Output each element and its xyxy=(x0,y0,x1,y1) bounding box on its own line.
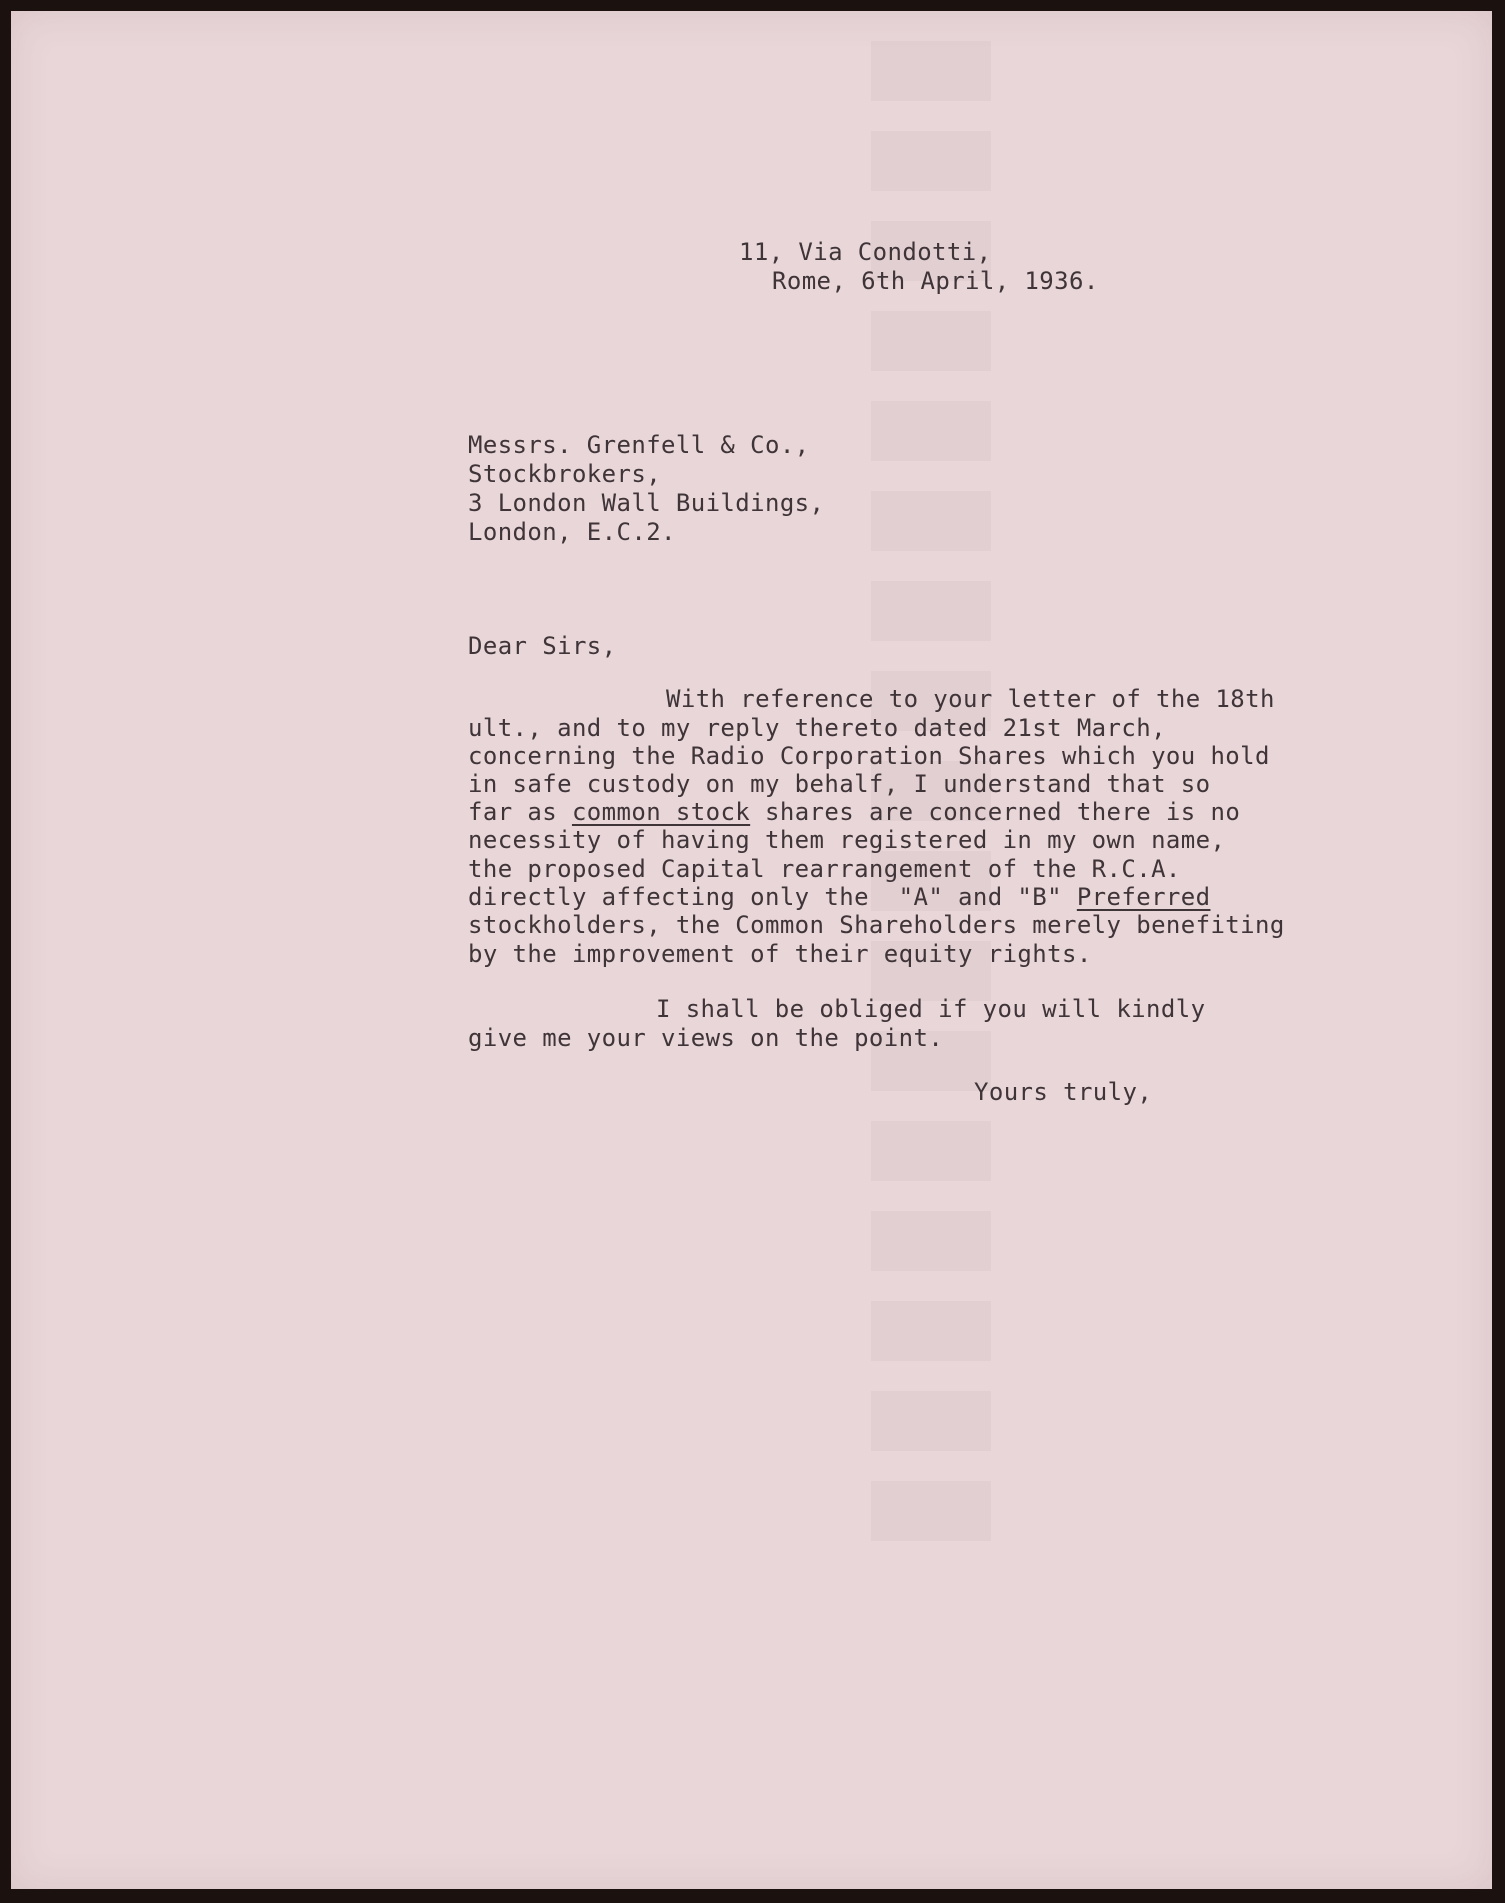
recipient-line-4: London, E.C.2. xyxy=(468,518,676,546)
body-p1-line-3: concerning the Radio Corporation Shares which you hold xyxy=(468,742,1270,770)
sender-address-line-1: 11, Via Condotti, xyxy=(739,238,992,266)
body-p1-line-10: by the improvement of their equity rights. xyxy=(468,940,1092,968)
body-p1-line-8 xyxy=(468,883,1210,912)
body-p1-line-6: necessity of having them registered in my own name, xyxy=(468,826,1226,854)
body-p1-line-5-end: shares are concerned there is no xyxy=(750,798,1241,826)
salutation: Dear Sirs, xyxy=(468,632,617,660)
sender-address-date: Rome, 6th April, 1936. xyxy=(772,267,1099,295)
body-p2-line-2: give me your views on the point. xyxy=(468,1024,944,1052)
recipient-line-3: 3 London Wall Buildings, xyxy=(468,489,825,517)
body-p1-line-5 xyxy=(468,798,1240,827)
body-p2-line-1: I shall be obliged if you will kindly xyxy=(656,995,1206,1023)
underlined-common-stock: common stock xyxy=(571,798,751,826)
letter-page xyxy=(11,11,1492,1889)
recipient-line-2: Stockbrokers, xyxy=(468,460,662,488)
body-p1-line-4: in safe custody on my behalf, I understand that so xyxy=(468,770,1211,798)
recipient-line-1: Messrs. Grenfell & Co., xyxy=(468,431,810,459)
body-p1-line-8-start: directly affecting only the "A" and "B" xyxy=(468,883,1077,911)
body-p1-line-5-start: far as xyxy=(468,798,572,826)
body-p1-line-2: ult., and to my reply thereto dated 21st March, xyxy=(468,714,1166,742)
underlined-preferred: Preferred xyxy=(1076,883,1211,911)
body-p1-line-1: With reference to your letter of the 18th xyxy=(666,685,1275,713)
body-p1-line-9: stockholders, the Common Shareholders merely benefiting xyxy=(468,911,1285,939)
closing: Yours truly, xyxy=(974,1078,1153,1106)
body-p1-line-7: the proposed Capital rearrangement of the R.C.A. xyxy=(468,855,1181,883)
